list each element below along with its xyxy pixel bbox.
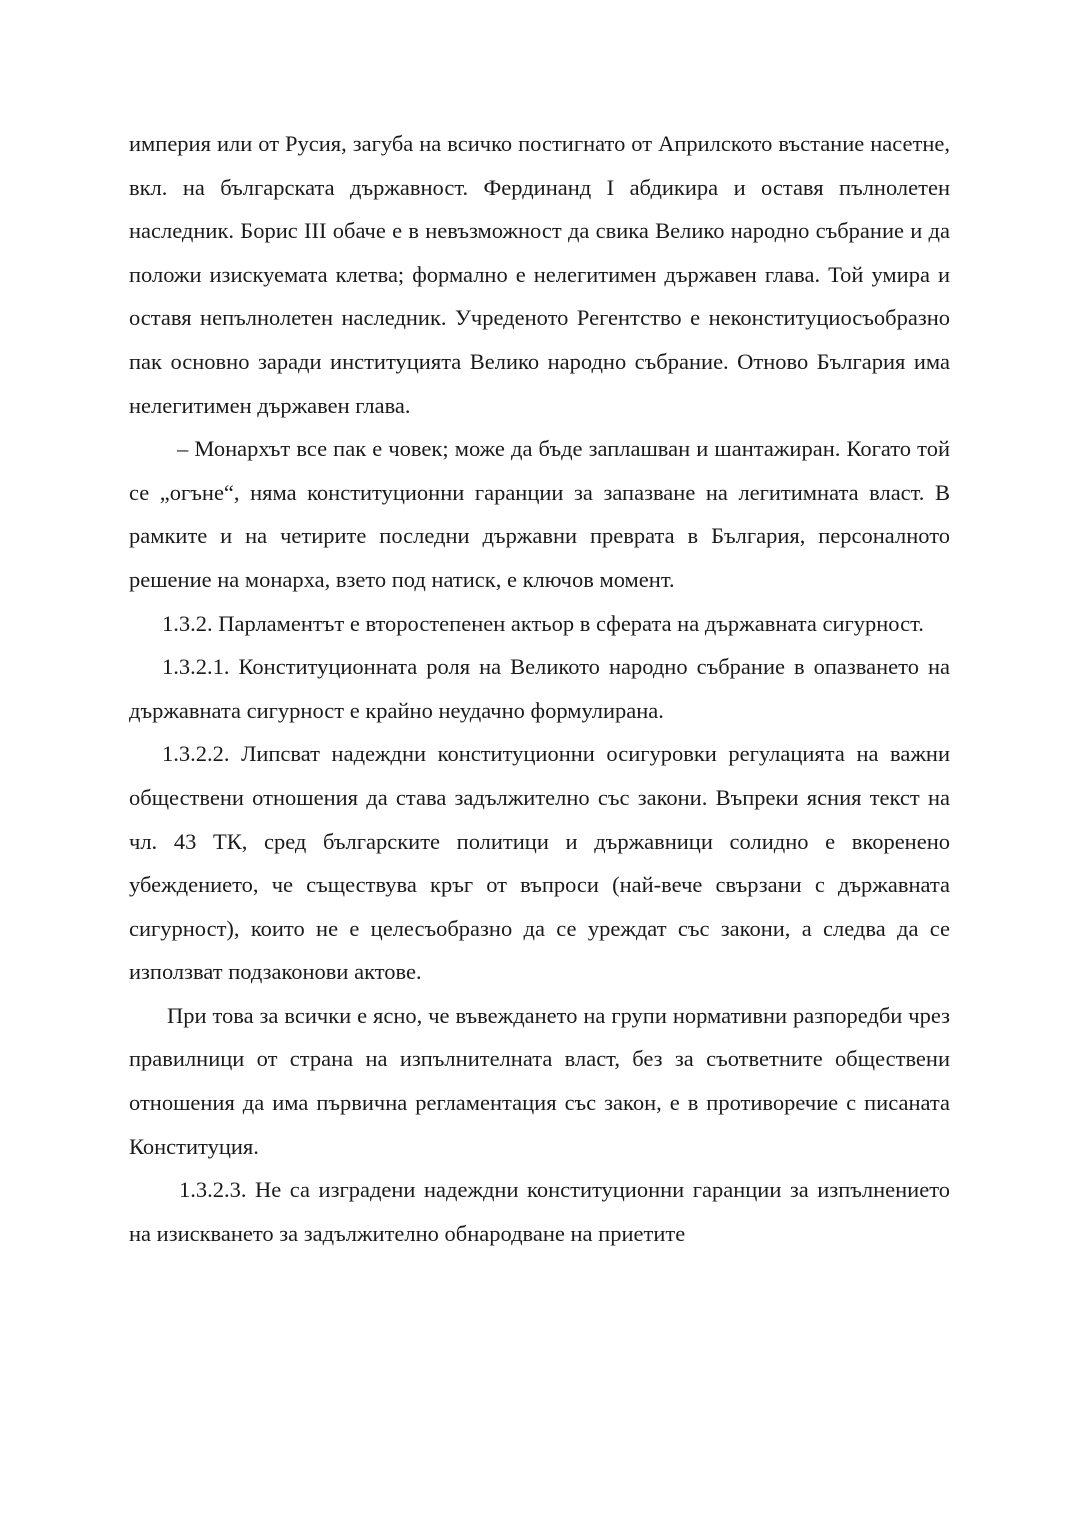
- paragraph-section-1-3-2-1: 1.3.2.1. Конституционната роля на Великото народно събрание в опазването на държавната сигурност е крайно неудачно формулирана.: [129, 654, 950, 723]
- paragraph-section-1-3-2-2: 1.3.2.2. Липсват надеждни конституционни осигуровки регулацията на важни обществени отношения да става задължително със закони. Въпреки ясния текст на чл. 43 ТК, сред българските политици и държавници солидно е вкоренено убеждението, че съществува кръг от въпроси (най-вече свързани с държавната сигурност), които не е целесъобразно да се уреждат със закони, а следва да се използват подзаконови актове.: [129, 741, 950, 985]
- paragraph-section-1-3-2-3: 1.3.2.3. Не са изградени надеждни конституционни гаранции за изпълнението на изискването за задължително обнародване на приетите: [129, 1177, 950, 1246]
- paragraph-section-1-3-2: 1.3.2. Парламентът е второстепенен актьор в сферата на държавната сигурност.: [162, 610, 924, 636]
- document-page: [129, 122, 950, 1255]
- paragraph-continuation: империя или от Русия, загуба на всичко постигнато от Априлското въстание насетне, вкл. на българската държавност. Фердинанд I абдикира и оставя пълнолетен наследник. Борис III обаче е в невъзможност да свика Велико народно събрание и да положи изискуемата клетва; формално е нелегитимен държавен глава. Той умира и оставя непълнолетен наследник. Учреденото Регентство е неконституциосъобразно пак основно заради институцията Велико народно събрание. Отново България има нелегитимен държавен глава.: [129, 131, 950, 418]
- paragraph-monarch: – Монархът все пак е човек; може да бъде заплашван и шантажиран. Когато той се „огъне“, няма конституционни гаранции за запазване на легитимната власт. В рамките и на четирите последни държавни преврата в България, персоналното решение на монарха, взето под натиск, е ключов момент.: [129, 436, 950, 592]
- paragraph-constitution: При това за всички е ясно, че въвеждането на групи нормативни разпоредби чрез правилници от страна на изпълнителната власт, без за съответните обществени отношения да има първична регламентация със закон, е в противоречие с писаната Конституция.: [129, 1002, 950, 1159]
